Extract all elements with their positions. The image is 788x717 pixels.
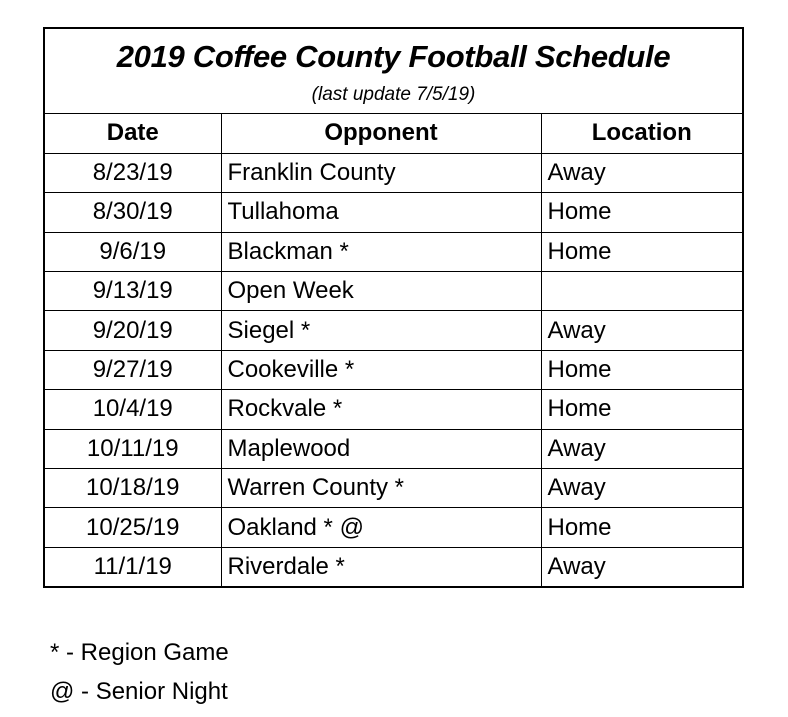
game-location: Home	[541, 193, 742, 232]
game-opponent: Rockvale *	[221, 390, 541, 429]
game-opponent: Warren County *	[221, 469, 541, 508]
game-opponent: Cookeville *	[221, 350, 541, 389]
game-date: 9/6/19	[45, 232, 221, 271]
game-location: Away	[541, 311, 742, 350]
game-location: Home	[541, 350, 742, 389]
table-row	[45, 193, 742, 232]
schedule-sheet	[43, 27, 744, 588]
table-row	[45, 311, 742, 350]
legend	[50, 633, 229, 711]
legend-region-game: * - Region Game	[50, 639, 229, 666]
table-row	[45, 469, 742, 508]
game-location: Away	[541, 547, 742, 586]
game-date: 11/1/19	[45, 547, 221, 586]
game-date: 9/27/19	[45, 350, 221, 389]
game-location	[541, 272, 742, 311]
game-location: Away	[541, 429, 742, 468]
game-location: Home	[541, 232, 742, 271]
game-date: 10/4/19	[45, 390, 221, 429]
game-date: 10/18/19	[45, 469, 221, 508]
game-date: 9/20/19	[45, 311, 221, 350]
game-date: 8/30/19	[45, 193, 221, 232]
column-header-opponent: Opponent	[221, 114, 541, 153]
game-opponent: Oakland * @	[221, 508, 541, 547]
game-opponent: Siegel *	[221, 311, 541, 350]
table-row	[45, 390, 742, 429]
table-row	[45, 429, 742, 468]
game-date: 10/11/19	[45, 429, 221, 468]
game-date: 9/13/19	[45, 272, 221, 311]
game-opponent: Blackman *	[221, 232, 541, 271]
title-block	[45, 29, 742, 114]
game-location: Home	[541, 390, 742, 429]
table-row	[45, 508, 742, 547]
game-opponent: Maplewood	[221, 429, 541, 468]
table-row	[45, 232, 742, 271]
game-opponent: Open Week	[221, 272, 541, 311]
table-row	[45, 153, 742, 192]
game-date: 10/25/19	[45, 508, 221, 547]
last-update-note: (last update 7/5/19)	[311, 84, 476, 105]
table-row	[45, 350, 742, 389]
game-opponent: Tullahoma	[221, 193, 541, 232]
column-header-date: Date	[106, 119, 159, 147]
legend-senior-night: @ - Senior Night	[50, 678, 228, 705]
game-location: Away	[541, 469, 742, 508]
table-row	[45, 547, 742, 586]
table-row	[45, 272, 742, 311]
game-location: Home	[541, 508, 742, 547]
game-opponent: Franklin County	[221, 153, 541, 192]
game-location: Away	[541, 153, 742, 192]
column-header-location: Location	[541, 114, 742, 153]
game-opponent: Riverdale *	[221, 547, 541, 586]
game-date: 8/23/19	[45, 153, 221, 192]
page-title: 2019 Coffee County Football Schedule	[116, 39, 671, 74]
header-row	[45, 114, 742, 153]
schedule-table	[45, 114, 742, 587]
